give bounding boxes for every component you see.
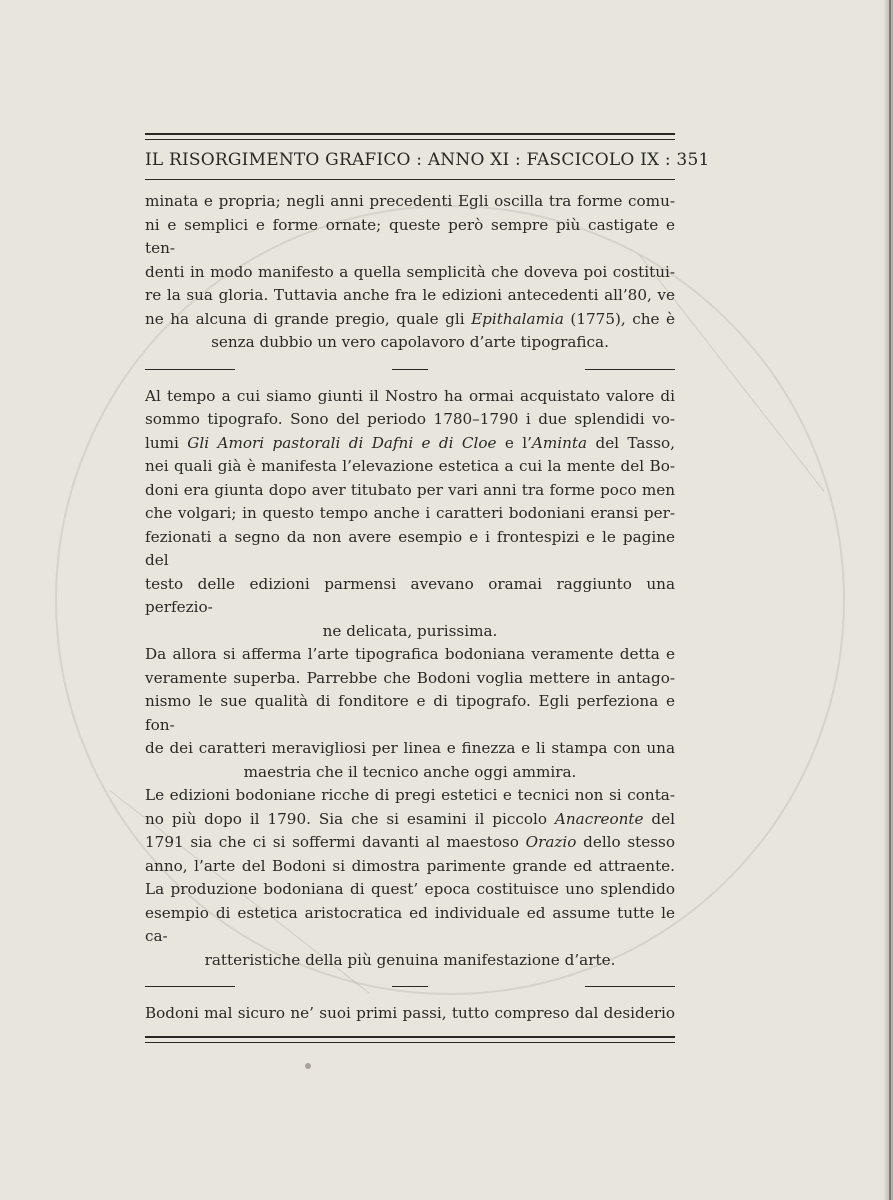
section-1 bbox=[145, 190, 675, 355]
text-line: ni e semplici e forme ornate; queste però sempre più castigate e ten- bbox=[145, 215, 675, 257]
text-line: anno, l’arte del Bodoni si dimostra parimente grande ed attraente. bbox=[145, 856, 675, 875]
text-run: lumi bbox=[145, 433, 188, 452]
divider-right bbox=[585, 369, 675, 370]
text-line bbox=[145, 308, 675, 332]
header-rule bbox=[145, 179, 675, 180]
text-line: re la sua gloria. Tuttavia anche fra le edizioni antecedenti all’80, ve bbox=[145, 286, 675, 304]
divider-left bbox=[145, 986, 235, 987]
running-head: IL RISORGIMENTO GRAFICO : ANNO XI : FASCICOLO IX : 351 bbox=[145, 150, 710, 170]
book-title-amori-pastorali: Gli Amori pastorali di Dafni e di Cloe bbox=[187, 433, 497, 452]
text-run: e l’ bbox=[496, 433, 532, 452]
text-run: (1775), che è bbox=[563, 309, 675, 328]
text-line: fezionati a segno da non avere esempio e i frontespizi e le pagine del bbox=[145, 527, 675, 569]
footer-double-rule bbox=[145, 1036, 675, 1043]
text-line: de dei caratteri meravigliosi per linea e finezza e li stampa con una bbox=[145, 739, 675, 757]
paper-smudge bbox=[305, 1063, 311, 1069]
text-run: 1791 sia che ci si soffermi davanti al maestoso bbox=[145, 833, 526, 851]
section-divider bbox=[145, 986, 675, 987]
page-shadow bbox=[883, 0, 893, 1200]
header-double-rule bbox=[145, 133, 675, 140]
text-line: senza dubbio un vero capolavoro d’arte tipografica. bbox=[211, 333, 609, 351]
text-column bbox=[145, 133, 710, 1043]
section-divider bbox=[145, 369, 675, 370]
text-line bbox=[145, 831, 675, 855]
text-line: nei quali già è manifesta l’elevazione estetica a cui la mente del Bo- bbox=[145, 457, 675, 475]
text-line: doni era giunta dopo aver titubato per vari anni tra forme poco men bbox=[145, 480, 675, 499]
text-line: nismo le sue qualità di fonditore e di tipografo. Egli perfeziona e fon- bbox=[145, 692, 675, 734]
text-run: no più dopo il 1790. Sia che si esamini il piccolo bbox=[145, 809, 555, 828]
section-3 bbox=[145, 1002, 675, 1026]
text-line: che volgari; in questo tempo anche i caratteri bodoniani eransi per- bbox=[145, 504, 675, 522]
text-line: ratteristiche della più genuina manifestazione d’arte. bbox=[204, 950, 616, 969]
text-line: esempio di estetica aristocratica ed individuale ed assume tutte le ca- bbox=[145, 903, 675, 945]
text-line: Bodoni mal sicuro ne’ suoi primi passi, tutto compreso dal desiderio bbox=[145, 1004, 675, 1022]
text-run: del bbox=[643, 809, 675, 828]
book-title-epithalamia: Epithalamia bbox=[471, 309, 564, 328]
divider-right bbox=[585, 986, 675, 987]
text-line: minata e propria; negli anni precedenti Egli oscilla tra forme comu- bbox=[145, 192, 675, 210]
text-line: Da allora si afferma l’arte tipografica bodoniana veramente detta e bbox=[145, 645, 675, 663]
text-run: del Tasso, bbox=[587, 433, 675, 452]
divider-center bbox=[392, 986, 428, 987]
text-line: veramente superba. Parrebbe che Bodoni voglia mettere in antago- bbox=[145, 668, 675, 687]
text-line: La produzione bodoniana di quest’ epoca costituisce uno splendido bbox=[145, 880, 675, 898]
text-run: ne ha alcuna di grande pregio, quale gli bbox=[145, 309, 472, 328]
text-line: ne delicata, purissima. bbox=[322, 621, 498, 640]
divider-left bbox=[145, 369, 235, 370]
text-line: denti in modo manifesto a quella semplicità che doveva poi costitui- bbox=[145, 262, 675, 281]
text-line bbox=[145, 432, 675, 456]
text-line: sommo tipografo. Sono del periodo 1780–1790 i due splendidi vo- bbox=[145, 410, 675, 428]
section-2 bbox=[145, 385, 675, 973]
book-title-aminta: Aminta bbox=[531, 433, 588, 452]
text-run: dello stesso bbox=[576, 833, 675, 851]
text-line: testo delle edizioni parmensi avevano oramai raggiunto una perfezio- bbox=[145, 574, 675, 616]
text-line: Le edizioni bodoniane ricche di pregi estetici e tecnici non si conta- bbox=[145, 786, 675, 804]
book-title-anacreonte: Anacreonte bbox=[554, 809, 644, 828]
text-line: maestria che il tecnico anche oggi ammira. bbox=[243, 762, 577, 781]
book-title-orazio: Orazio bbox=[525, 833, 577, 851]
text-line: Al tempo a cui siamo giunti il Nostro ha ormai acquistato valore di bbox=[145, 386, 675, 405]
divider-center bbox=[392, 369, 428, 370]
text-line bbox=[145, 808, 675, 832]
